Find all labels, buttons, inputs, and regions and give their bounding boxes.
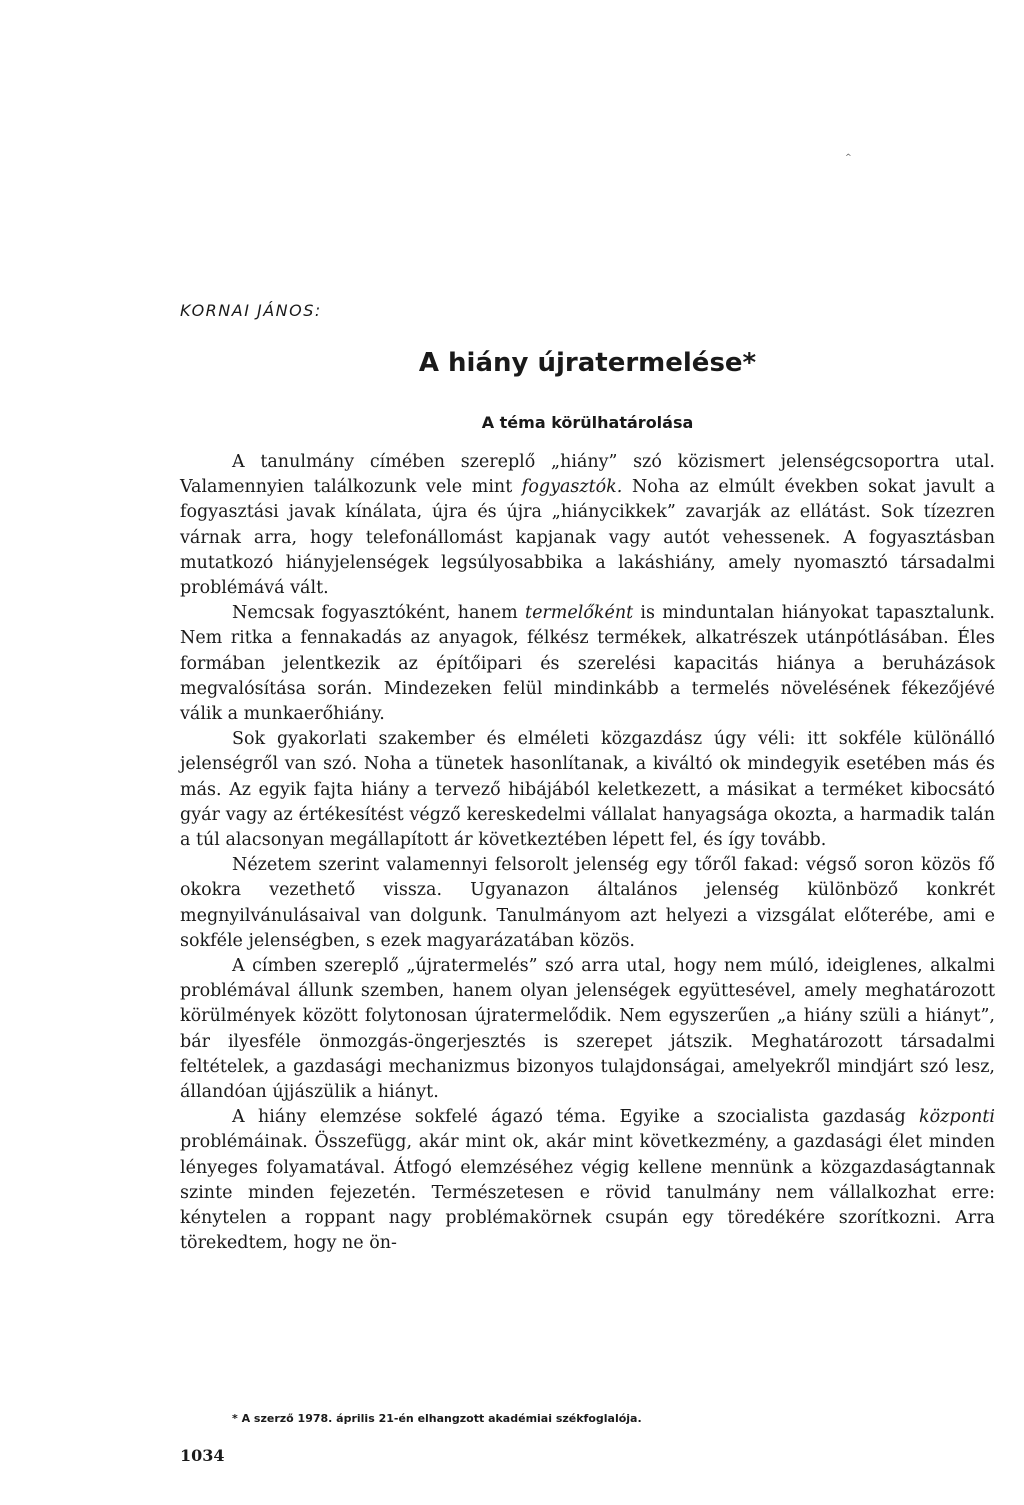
paragraph-text: problémáinak. Összefügg, akár mint ok, akár mint következmény, a gazdasági élet minden lényeges folyamatával. Átfogó elemzéséhez végig kellene mennünk a közgazdaságtannak szinte minden fejezetén. Természetesen e rövid tanulmány nem vállalkozhat erre: kénytelen a roppant nagy problémakörnek csupán egy töredékére szorítkozni. Arra törekedtem, hogy ne ön- (180, 1132, 995, 1254)
paragraph (180, 954, 995, 1105)
journal-page (180, 0, 995, 1505)
section-title: A téma körülhatárolása (481, 413, 694, 432)
emphasis-text: fogyasztók. (521, 477, 623, 498)
paragraph (180, 853, 995, 954)
paragraph (180, 1105, 995, 1256)
scan-mark: ^ (845, 153, 852, 162)
paragraph-text: A tanulmány címében szereplő „hiány” szó közismert jelenségcsoportra utal. Valamennyien találkozunk vele mint (180, 452, 995, 498)
paragraph-text: is minduntalan hiányokat tapasztalunk. Nem ritka a fennakadás az anyagok, félkész termékek, alkatrészek utánpótlásában. Éles formában jelentkezik az építőipari és szerelési kapacitás hiánya a beruházások megvalósítása során. Mindezeken felül mindinkább a termelés növelésének fékezőjévé válik a munkaerőhiány. (180, 603, 995, 725)
paragraph-text: A címben szereplő „újratermelés” szó arra utal, hogy nem múló, ideiglenes, alkalmi problémával állunk szemben, hanem olyan jelenségek együttesével, amely meghatározott körülmények között folytonosan újratermelődik. Nem egyszerűen „a hiány szüli a hiányt”, bár ilyesféle önmozgás-öngerjesztés is szerepet játszik. Meghatározott társadalmi feltételek, a gazdasági mechanizmus bizonyos tulajdonságai, amelyekről mindjárt szó lesz, állandóan újjászülik a hiányt. (180, 956, 995, 1103)
article-title: A hiány újratermelése* (418, 348, 757, 378)
paragraph-text: Nemcsak fogyasztóként, hanem (232, 603, 526, 624)
author-name: KORNAI JÁNOS: (180, 301, 322, 320)
article-body (180, 450, 995, 1257)
paragraph (180, 601, 995, 727)
paragraph-text: Sok gyakorlati szakember és elméleti közgazdász úgy véli: itt sokféle különálló jelenségről van szó. Noha a tünetek hasonlítanak, a kiváltó ok mindegyik esetében más és más. Az egyik fajta hiány a tervező hibájából keletkezett, a másikat a terméket kibocsátó gyár vagy az értékesítést végző kereskedelmi vállalat hanyagsága okozta, a harmadik talán a túl alacsonyan megállapított ár következtében lépett fel, és így tovább. (180, 729, 995, 851)
paragraph-text: Noha az elmúlt években sokat javult a fogyasztási javak kínálata, újra és újra „hiánycikkek” zavarják az ellátást. Sok tízezren várnak arra, hogy telefonállomást kapjanak vagy autót vehessenek. A fogyasztásban mutatkozó hiányjelenségek legsúlyosabbika a lakáshiány, amely nyomasztó társadalmi problémává vált. (180, 477, 996, 599)
emphasis-text: termelőként (525, 603, 634, 624)
paragraph (180, 727, 995, 853)
emphasis-text: központi (919, 1107, 995, 1128)
footnote: * A szerző 1978. április 21-én elhangzott akadémiai székfoglalója. (232, 1412, 642, 1425)
paragraph (180, 450, 995, 601)
paragraph-text: A hiány elemzése sokfelé ágazó téma. Egyike a szocialista gazdaság (232, 1107, 919, 1128)
paragraph-text: Nézetem szerint valamennyi felsorolt jelenség egy tőről fakad: végső soron közös fő okokra vezethető vissza. Ugyanazon általános jelenség különböző konkrét megnyilvánulásaival van dolgunk. Tanulmányom azt helyezi a vizsgálat előterébe, ami e sokféle jelenségben, s ezek magyarázatában közös. (180, 855, 995, 951)
page-number: 1034 (180, 1446, 225, 1465)
